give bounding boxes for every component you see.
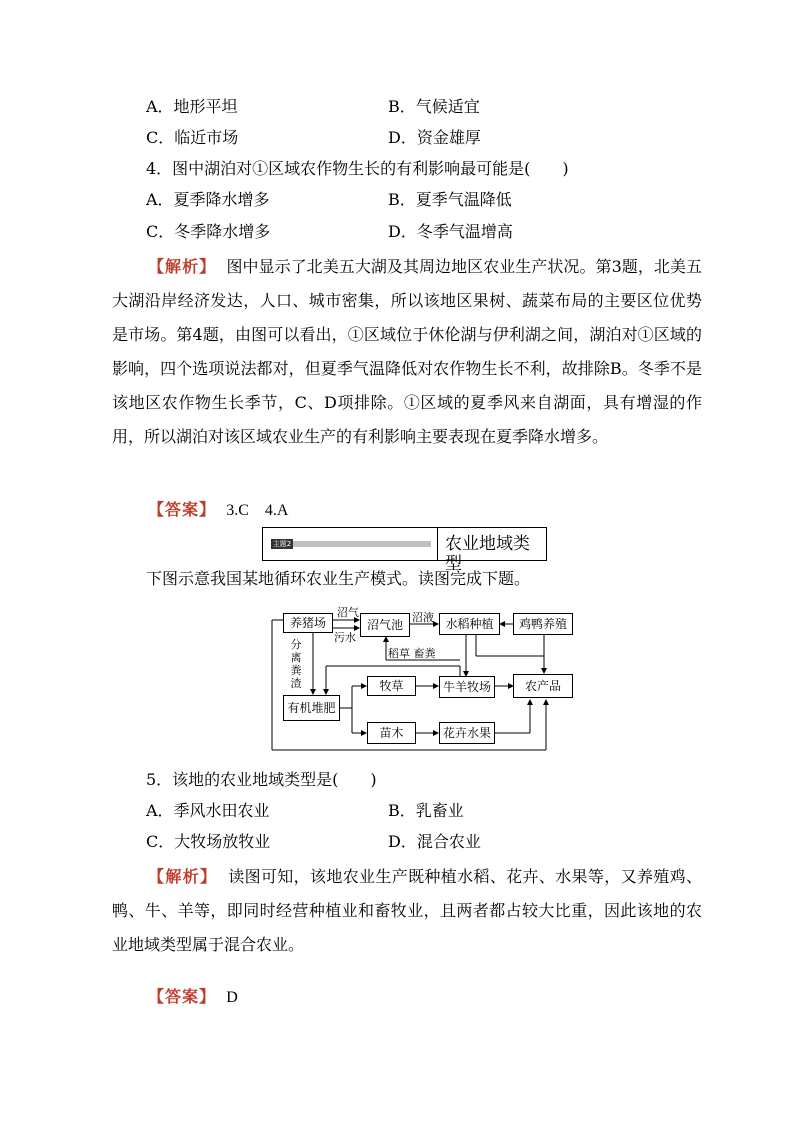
box-biogas-pool: 沼气池 [360, 613, 410, 637]
analysis-2 [112, 860, 702, 962]
box-cattle-ranch: 牛羊牧场 [439, 676, 495, 698]
box-poultry: 鸡鸭养殖 [513, 613, 573, 635]
answer-tag: 【答案】 [148, 987, 217, 1006]
q5-option-a: A．季风水田农业 [146, 801, 270, 820]
box-forage: 牧草 [367, 676, 416, 696]
label-sewage: 污水 [334, 631, 356, 644]
analysis-tag: 【解析】 [148, 867, 218, 886]
box-agri-produce: 农产品 [513, 674, 573, 698]
answer-text: 3.C 4.A [226, 502, 289, 519]
box-compost: 有机堆肥 [283, 695, 340, 721]
answer-tag: 【答案】 [148, 500, 217, 519]
label-separate-dung: 分离粪渣 [290, 638, 302, 690]
q5-option-c: C．大牧场放牧业 [146, 832, 271, 851]
answer-text: D [226, 989, 238, 1006]
label-biogas: 沼气 [337, 606, 359, 619]
q4-option-a: A．夏季降水增多 [146, 190, 270, 209]
q3-option-b: B．气候适宜 [388, 97, 480, 116]
topic-label: 主题2 [272, 540, 292, 548]
q4-stem: 4．图中湖泊对①区域农作物生长的有利影响最可能是( ) [146, 159, 569, 178]
box-pig-farm: 养猪场 [283, 613, 333, 633]
box-seedlings: 苗木 [367, 722, 416, 744]
box-rice-planting: 水稻种植 [439, 613, 500, 635]
q3-option-a: A．地形平坦 [146, 97, 238, 116]
q4-option-d: D．冬季气温增高 [388, 222, 513, 241]
q4-option-b: B．夏季气温降低 [388, 190, 512, 209]
diagram-intro: 下图示意我国某地循环农业生产模式。读图完成下题。 [146, 569, 531, 588]
q5-option-d: D．混合农业 [388, 832, 481, 851]
analysis-text: 读图可知，该地农业生产既种植水稻、花卉、水果等，又养殖鸡、鸭、牛、羊等，即同时经营种植业和畜牧业，且两者都占较大比重，因此该地的农业地域类型属于混合农业。 [112, 867, 702, 954]
analysis-text: 图中显示了北美五大湖及其周边地区农业生产状况。第3题，北美五大湖沿岸经济发达，人口、城市密集，所以该地区果树、蔬菜布局的主要区位优势是市场。第4题，由图可以看出，①区域位于休伦湖与伊利湖之间，湖泊对①区域的影响，四个选项说法都对，但夏季气温降低对农作物生长不利，故排除B。冬季不是该地区农作物生长季节，C、D项排除。①区域的夏季风来自湖面，具有增湿的作用，所以湖泊对该区域农业生产的有利影响主要表现在夏季降水增多。 [112, 257, 702, 446]
q4-option-c: C．冬季降水增多 [146, 222, 271, 241]
label-straw-manure: 稻草 畜粪 [388, 647, 436, 660]
box-flowers-fruits: 花卉水果 [439, 722, 495, 744]
q3-option-c: C．临近市场 [146, 128, 239, 147]
analysis-tag: 【解析】 [148, 257, 217, 276]
q5-option-b: B．乳畜业 [388, 801, 464, 820]
q3-option-d: D．资金雄厚 [388, 128, 481, 147]
q5-stem: 5．该地的农业地域类型是( ) [146, 770, 377, 789]
label-slurry: 沼液 [412, 611, 434, 624]
answer-2 [148, 987, 238, 1008]
topic-title: 农业地域类型 [445, 534, 530, 574]
